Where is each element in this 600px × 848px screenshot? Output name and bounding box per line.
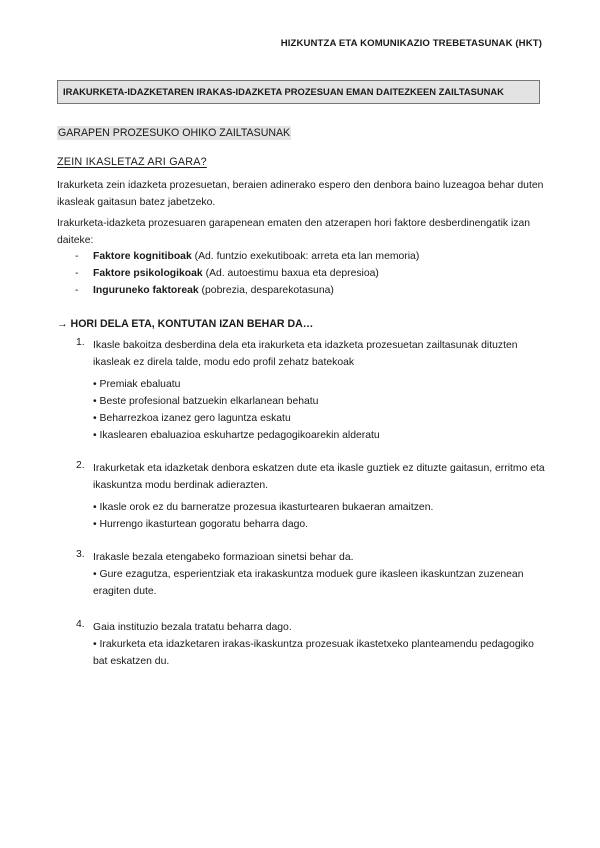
sub-bullet: • Hurrengo ikasturtean gogoratu beharra dago. [93,519,309,530]
factor-label: Inguruneko faktoreak [93,285,199,296]
factor-item [57,265,419,282]
considerations-heading: → HORI DELA ETA, KONTUTAN IZAN BEHAR DA… [57,318,314,330]
section-subheading: ZEIN IKASLETAZ ARI GARA? [57,156,207,168]
consideration-item-3 [76,549,546,600]
sub-bullet: • Ikasle orok ez du barneratze prozesua ikasturtearen bukaeran amaitzen. [93,502,434,513]
consideration-item-2 [76,460,546,533]
item-text: Irakurketak eta idazketak denbora eskatzen dute eta ikasle guztiek ez dituzte gaitasun, erritmo eta ikaskuntza modu berdinak adierazten. [93,463,545,491]
consideration-item-4 [76,619,546,670]
factor-item [57,282,419,299]
sub-bullet: • Irakurketa eta idazketaren irakas-ikaskuntza prozesuak ikastetxeko planteamendu pedagogiko bat eskatzen du. [93,639,534,667]
sub-bullet: • Ikaslearen ebaluazioa eskuhartze pedagogikoarekin alderatu [93,430,380,441]
item-number: 3. [76,549,85,560]
factors-list [57,248,419,299]
dash-bullet: - [75,268,79,279]
factor-label: Faktore psikologikoak [93,268,203,279]
factor-item [57,248,419,265]
sub-bullet: • Beste profesional batzuekin elkarlanean behatu [93,396,319,407]
running-header: HIZKUNTZA ETA KOMUNIKAZIO TREBETASUNAK (HKT) [280,38,542,49]
item-text: Ikasle bakoitza desberdina dela eta irakurketa eta idazketa prozesuetan zailtasunak dituzten ikasleak ez direla talde, modu edo profil zehatz batekoak [93,340,518,368]
factor-detail: (Ad. autoestimu baxua eta depresioa) [202,268,379,279]
factor-detail: (pobrezia, desparekotasuna) [198,285,334,296]
item-number: 2. [76,460,85,471]
item-number: 1. [76,337,85,348]
document-title-box: IRAKURKETA-IDAZKETAREN IRAKAS-IDAZKETA PROZESUAN EMAN DAITEZKEEN ZAILTASUNAK [57,80,540,104]
sub-bullet-list [76,499,546,533]
item-text: Gaia instituzio bezala tratatu beharra dago. [93,622,292,633]
factors-intro-paragraph: Irakurketa-idazketa prozesuaren garapenean ematen den atzerapen hori faktore desberdinengatik izan daiteke: [57,218,531,246]
sub-bullet: • Beharrezkoa izanez gero laguntza eskatu [93,413,291,424]
factor-label: Faktore kognitiboak [93,251,192,262]
section-heading: GARAPEN PROZESUKO OHIKO ZAILTASUNAK [58,127,291,139]
consideration-item-1 [76,337,546,444]
dash-bullet: - [75,285,79,296]
sub-bullet: • Premiak ebaluatu [93,379,181,390]
intro-paragraph: Irakurketa zein idazketa prozesuetan, beraien adinerako espero den denbora baino luzeagoa behar duten ikasleak gaitasun batez jabetzeko. [57,180,544,208]
item-text: Irakasle bezala etengabeko formazioan sinetsi behar da. [93,552,354,563]
sub-bullet-list [76,376,546,444]
sub-bullet: • Gure ezagutza, esperientziak eta irakaskuntza moduek gure ikasleen ikaskuntzan zuzenean eragiten dute. [93,569,524,597]
dash-bullet: - [75,251,79,262]
item-number: 4. [76,619,85,630]
factor-detail: (Ad. funtzio exekutiboak: arreta eta lan memoria) [191,251,420,262]
